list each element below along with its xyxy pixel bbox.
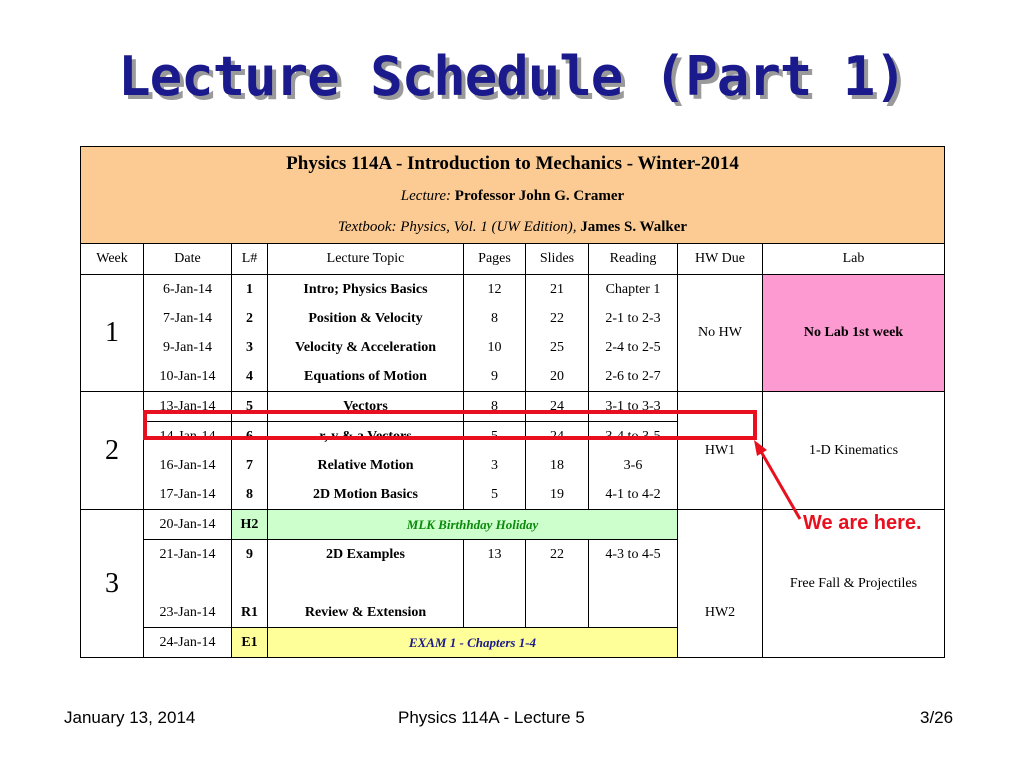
reading-cell: 2-6 to 2-7 <box>589 362 678 392</box>
week-number: 2 <box>81 392 144 510</box>
col-date: Date <box>144 244 232 275</box>
slides-cell: 22 <box>526 540 589 570</box>
reading-cell: 2-1 to 2-3 <box>589 304 678 333</box>
topic-cell: 2D Examples <box>268 540 464 570</box>
date-cell <box>144 569 232 598</box>
pages-cell: 10 <box>464 333 526 362</box>
lecture-number: 2 <box>232 304 268 333</box>
date-cell: 21-Jan-14 <box>144 540 232 570</box>
topic-cell: Velocity & Acceleration <box>268 333 464 362</box>
lecture-number: 4 <box>232 362 268 392</box>
topic-cell <box>268 569 464 598</box>
we-are-here-label: We are here. <box>803 512 922 534</box>
lecture-number <box>232 569 268 598</box>
col-week: Week <box>81 244 144 275</box>
pages-cell: 12 <box>464 275 526 305</box>
lecture-number: 1 <box>232 275 268 305</box>
course-header-row <box>81 147 945 182</box>
pages-cell: 8 <box>464 392 526 422</box>
hw-due-cell <box>678 510 763 658</box>
date-cell: 16-Jan-14 <box>144 451 232 480</box>
date-cell: 17-Jan-14 <box>144 480 232 510</box>
reading-cell <box>589 598 678 628</box>
lecture-number: 3 <box>232 333 268 362</box>
pages-cell: 13 <box>464 540 526 570</box>
lecture-number: H2 <box>232 510 268 540</box>
lecturer-cell <box>81 181 945 212</box>
lab-cell: 1-D Kinematics <box>763 392 945 510</box>
hw-due-cell: No HW <box>678 275 763 392</box>
reading-cell: 2-4 to 2-5 <box>589 333 678 362</box>
date-cell: 24-Jan-14 <box>144 628 232 658</box>
slides-cell <box>526 598 589 628</box>
slides-cell: 18 <box>526 451 589 480</box>
reading-cell: 3-4 to 3-5 <box>589 422 678 452</box>
exam-label: EXAM 1 - Chapters 1-4 <box>268 628 678 658</box>
holiday-label: MLK Birthhday Holiday <box>268 510 678 540</box>
week-number: 3 <box>81 510 144 658</box>
slides-cell: 22 <box>526 304 589 333</box>
slides-cell: 19 <box>526 480 589 510</box>
lecturer-name: Professor John G. Cramer <box>454 188 625 204</box>
reading-cell <box>589 569 678 598</box>
col-lecture-number: L# <box>232 244 268 275</box>
date-cell: 7-Jan-14 <box>144 304 232 333</box>
week-number: 1 <box>81 275 144 392</box>
lecture-number: 7 <box>232 451 268 480</box>
slides-cell: 24 <box>526 392 589 422</box>
slide-title: Lecture Schedule (Part 1) <box>118 45 906 108</box>
topic-cell: Review & Extension <box>268 598 464 628</box>
textbook-cell <box>81 212 945 244</box>
lecture-number: 9 <box>232 540 268 570</box>
col-reading: Reading <box>589 244 678 275</box>
col-lab: Lab <box>763 244 945 275</box>
lecturer-row <box>81 181 945 212</box>
slides-cell: 21 <box>526 275 589 305</box>
textbook-label: Textbook: Physics, Vol. 1 (UW Edition), <box>337 219 577 235</box>
slides-cell: 20 <box>526 362 589 392</box>
lecture-number: E1 <box>232 628 268 658</box>
date-cell: 23-Jan-14 <box>144 598 232 628</box>
topic-cell: 2D Motion Basics <box>268 480 464 510</box>
pages-cell: 8 <box>464 304 526 333</box>
date-cell: 9-Jan-14 <box>144 333 232 362</box>
textbook-author: James S. Walker <box>580 219 688 235</box>
slides-cell <box>526 569 589 598</box>
reading-cell: Chapter 1 <box>589 275 678 305</box>
topic-cell: Position & Velocity <box>268 304 464 333</box>
reading-cell: 4-1 to 4-2 <box>589 480 678 510</box>
topic-cell: Relative Motion <box>268 451 464 480</box>
hw-due-value: HW2 <box>704 604 736 620</box>
date-cell: 10-Jan-14 <box>144 362 232 392</box>
course-title: Physics 114A - Introduction to Mechanics - Winter-2014 <box>81 147 945 182</box>
reading-cell: 3-6 <box>589 451 678 480</box>
pages-cell: 5 <box>464 422 526 452</box>
date-cell: 14-Jan-14 <box>144 422 232 452</box>
current-lecture-highlight <box>143 410 757 440</box>
column-header-row <box>81 244 945 275</box>
date-cell: 20-Jan-14 <box>144 510 232 540</box>
col-topic: Lecture Topic <box>268 244 464 275</box>
textbook-row <box>81 212 945 244</box>
footer-lecture: Physics 114A - Lecture 5 <box>398 708 585 727</box>
schedule-table <box>80 146 945 658</box>
pages-cell: 9 <box>464 362 526 392</box>
lab-cell: Free Fall & Projectiles <box>763 510 945 658</box>
topic-cell: Vectors <box>268 392 464 422</box>
col-slides: Slides <box>526 244 589 275</box>
col-hw-due: HW Due <box>678 244 763 275</box>
topic-cell: r, v & a Vectors <box>268 422 464 452</box>
lecture-number: 8 <box>232 480 268 510</box>
topic-cell: Intro; Physics Basics <box>268 275 464 305</box>
footer-page-number: 3/26 <box>920 708 954 727</box>
pages-cell <box>464 598 526 628</box>
pages-cell <box>464 569 526 598</box>
lecture-number: 5 <box>232 392 268 422</box>
hw-due-cell: HW1 <box>678 392 763 510</box>
pages-cell: 5 <box>464 480 526 510</box>
col-pages: Pages <box>464 244 526 275</box>
lecture-number: 6 <box>232 422 268 452</box>
topic-cell: Equations of Motion <box>268 362 464 392</box>
lab-cell: No Lab 1st week <box>763 275 945 392</box>
lecture-number: R1 <box>232 598 268 628</box>
table-row <box>81 275 945 305</box>
date-cell: 6-Jan-14 <box>144 275 232 305</box>
slides-cell: 24 <box>526 422 589 452</box>
reading-cell: 3-1 to 3-3 <box>589 392 678 422</box>
slides-cell: 25 <box>526 333 589 362</box>
pages-cell: 3 <box>464 451 526 480</box>
footer-date: January 13, 2014 <box>64 708 196 727</box>
reading-cell: 4-3 to 4-5 <box>589 540 678 570</box>
lecture-label: Lecture: <box>400 188 452 204</box>
date-cell: 13-Jan-14 <box>144 392 232 422</box>
